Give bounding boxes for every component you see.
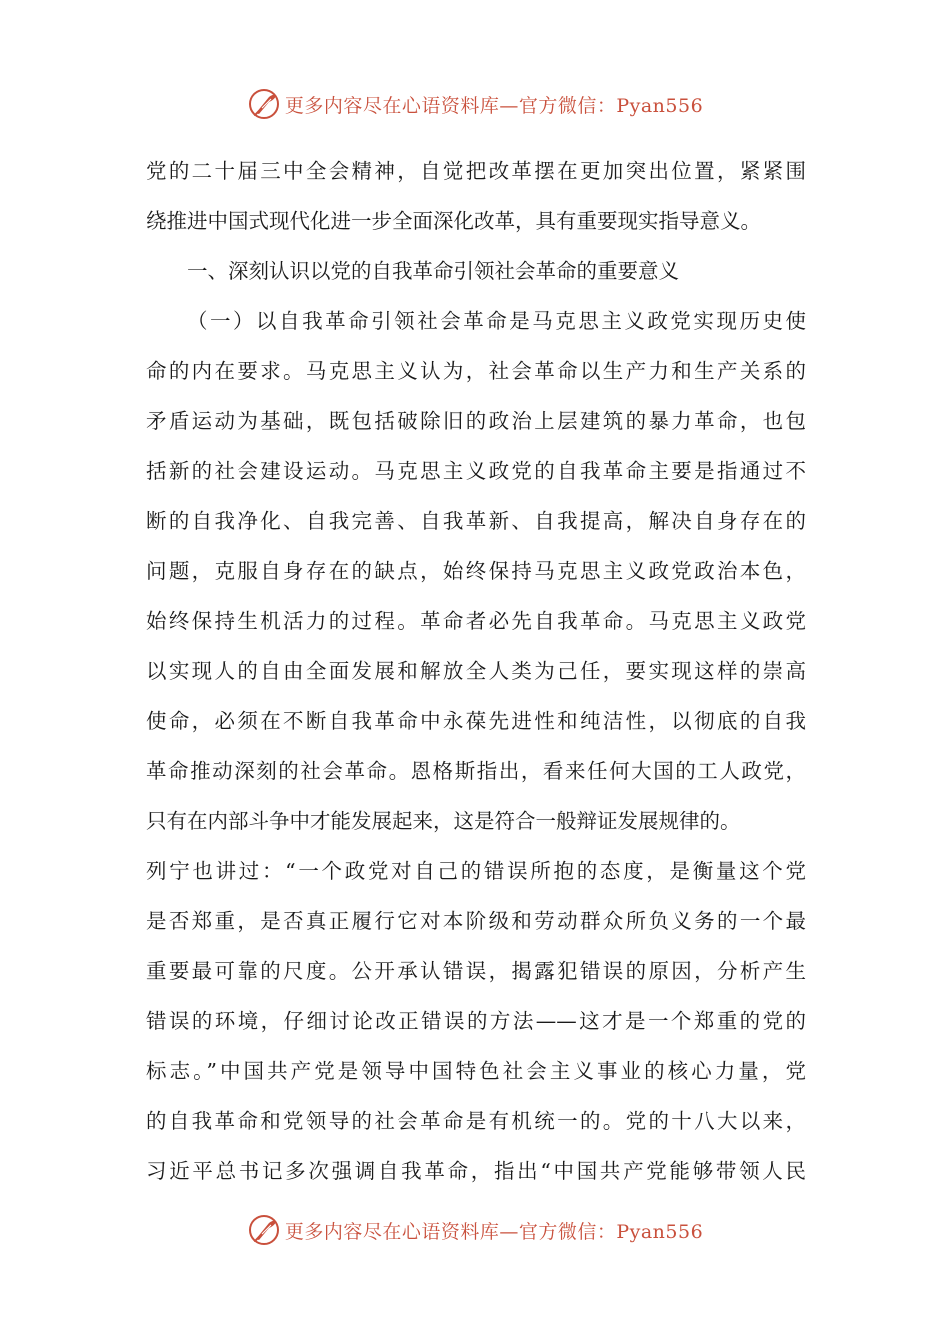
text-line: 断的自我净化、自我完善、自我革新、自我提高，解决自身存在的 xyxy=(146,509,806,533)
text-line: 只有在内部斗争中才能发展起来，这是符合一般辩证发展规律的。 xyxy=(146,809,741,833)
text-line: 重要最可靠的尺度。公开承认错误，揭露犯错误的原因，分析产生 xyxy=(146,959,806,983)
text-line: 列宁也讲过：“一个政党对自己的错误所抱的态度，是衡量这个党 xyxy=(146,859,806,883)
text-line: 绕推进中国式现代化进一步全面深化改革，具有重要现实指导意义。 xyxy=(146,209,761,233)
watermark-text: 更多内容尽在心语资料库—官方微信：Pyan556 xyxy=(284,94,704,117)
watermark-text: 更多内容尽在心语资料库—官方微信：Pyan556 xyxy=(284,1220,704,1243)
text-line: 括新的社会建设运动。马克思主义政党的自我革命主要是指通过不 xyxy=(146,459,806,483)
watermark-header xyxy=(0,84,950,124)
text-line: 是否郑重，是否真正履行它对本阶级和劳动群众所负义务的一个最 xyxy=(146,909,806,933)
text-line: 标志。”中国共产党是领导中国特色社会主义事业的核心力量，党 xyxy=(146,1059,806,1083)
subsection-heading-line: （一）以自我革命引领社会革命是马克思主义政党实现历史使 xyxy=(187,309,806,333)
text-line: 的自我革命和党领导的社会革命是有机统一的。党的十八大以来， xyxy=(146,1109,806,1133)
text-line: 矛盾运动为基础，既包括破除旧的政治上层建筑的暴力革命，也包 xyxy=(146,409,806,433)
text-line: 命的内在要求。马克思主义认为，社会革命以生产力和生产关系的 xyxy=(146,359,806,383)
text-line: 始终保持生机活力的过程。革命者必先自我革命。马克思主义政党 xyxy=(146,609,806,633)
text-line: 使命，必须在不断自我革命中永葆先进性和纯洁性，以彻底的自我 xyxy=(146,709,806,733)
text-line: 错误的环境，仔细讨论改正错误的方法——这才是一个郑重的党的 xyxy=(146,1009,806,1033)
quill-pen-icon xyxy=(247,87,281,121)
text-line: 问题，克服自身存在的缺点，始终保持马克思主义政党政治本色， xyxy=(146,559,806,583)
text-line: 革命推动深刻的社会革命。恩格斯指出，看来任何大国的工人政党， xyxy=(146,759,806,783)
section-heading: 一、深刻认识以党的自我革命引领社会革命的重要意义 xyxy=(187,259,679,283)
text-line: 党的二十届三中全会精神，自觉把改革摆在更加突出位置，紧紧围 xyxy=(146,159,806,183)
text-line: 习近平总书记多次强调自我革命，指出“中国共产党能够带领人民 xyxy=(146,1159,806,1183)
text-line: 以实现人的自由全面发展和解放全人类为己任，要实现这样的崇高 xyxy=(146,659,806,683)
watermark-footer xyxy=(0,1210,950,1250)
document-body xyxy=(146,146,806,1196)
quill-pen-icon xyxy=(247,1213,281,1247)
